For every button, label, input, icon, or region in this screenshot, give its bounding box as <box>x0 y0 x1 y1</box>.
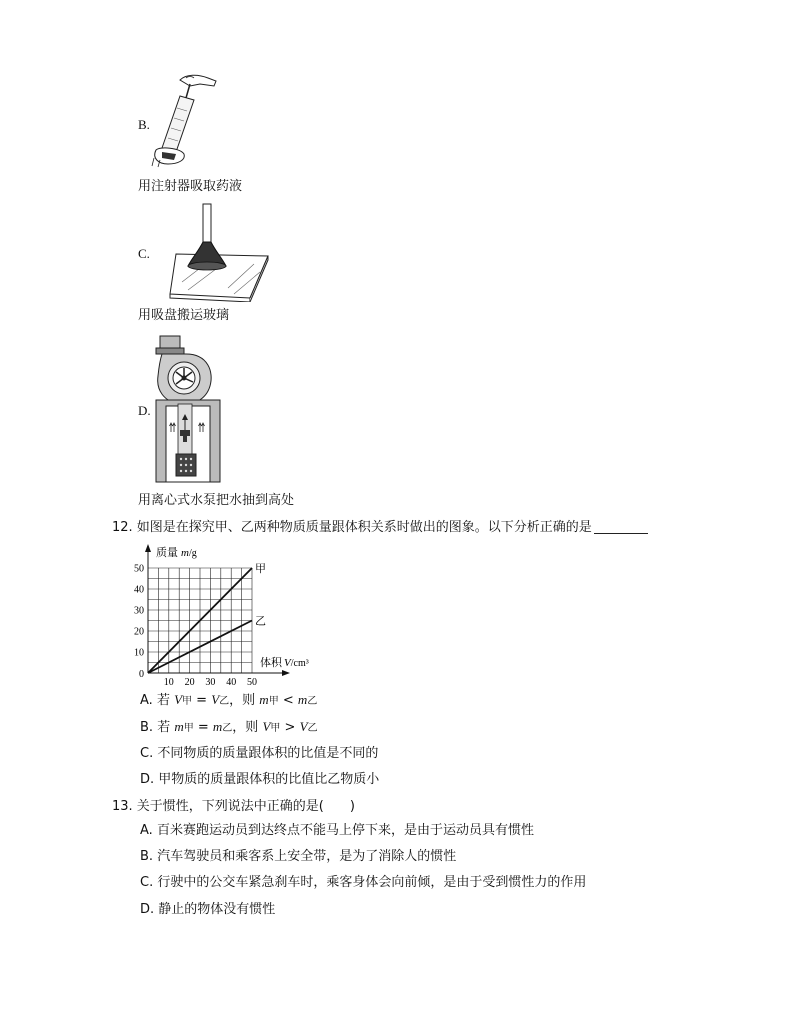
y-tick-label: 50 <box>134 563 144 575</box>
x-tick-label: 10 <box>163 677 174 688</box>
q13-option-d[interactable]: D. 静止的物体没有惯性 <box>140 902 276 917</box>
q12-stem <box>112 521 648 534</box>
mass-volume-chart <box>126 540 326 688</box>
option-b-caption: 用注射器吸取药液 <box>138 179 243 194</box>
y-tick-label: 30 <box>134 605 144 617</box>
q13-option-a[interactable]: A. 百米赛跑运动员到达终点不能马上停下来，是由于运动员具有惯性 <box>140 823 534 838</box>
series-label: 甲 <box>255 562 266 575</box>
x-tick-label: 50 <box>247 677 257 688</box>
option-b-letter: B. <box>138 117 150 132</box>
q13-option-c[interactable]: C. 行驶中的公交车紧急刹车时，乘客身体会向前倾，是由于受到惯性力的作用 <box>140 875 587 890</box>
option-c-caption: 用吸盘搬运玻璃 <box>138 308 230 323</box>
centrifugal-pump-figure <box>152 332 224 484</box>
y-tick-label: 40 <box>134 584 144 596</box>
y-axis-arrow <box>145 544 151 552</box>
q12-option-d[interactable]: D. 甲物质的质量跟体积的比值比乙物质小 <box>140 772 380 787</box>
syringe-figure <box>150 72 220 168</box>
q12-option-b[interactable]: B. 若 m甲 = m乙，则 V甲 > V乙 <box>140 719 318 735</box>
origin-label: 0 <box>139 669 144 680</box>
y-axis-label: 质量 m/g <box>156 546 197 559</box>
suction-cup-figure <box>168 202 272 302</box>
q12-option-c[interactable]: C. 不同物质的质量跟体积的比值是不同的 <box>140 746 379 761</box>
q12-option-a[interactable]: A. 若 V甲 = V乙，则 m甲 < m乙 <box>140 692 318 708</box>
x-axis-label: 体积 V/cm³ <box>260 656 309 669</box>
x-axis-arrow <box>282 670 290 676</box>
option-c-letter: C. <box>138 246 150 261</box>
series-label: 乙 <box>255 614 266 628</box>
q12-stem-text: 12. 如图是在探究甲、乙两种物质质量跟体积关系时做出的图象。以下分析正确的是 <box>112 520 592 535</box>
q13-stem: 13. 关于惯性，下列说法中正确的是( ) <box>112 799 355 814</box>
q13-option-b[interactable]: B. 汽车驾驶员和乘客系上安全带，是为了消除人的惯性 <box>140 849 457 864</box>
x-tick-label: 40 <box>226 677 237 688</box>
x-tick-label: 30 <box>205 677 216 688</box>
y-tick-label: 20 <box>134 626 144 638</box>
answer-blank[interactable] <box>594 521 648 534</box>
option-d-letter: D. <box>138 403 151 418</box>
option-d-caption: 用离心式水泵把水抽到高处 <box>138 493 295 508</box>
y-tick-label: 10 <box>134 647 144 659</box>
x-tick-label: 20 <box>184 677 195 688</box>
